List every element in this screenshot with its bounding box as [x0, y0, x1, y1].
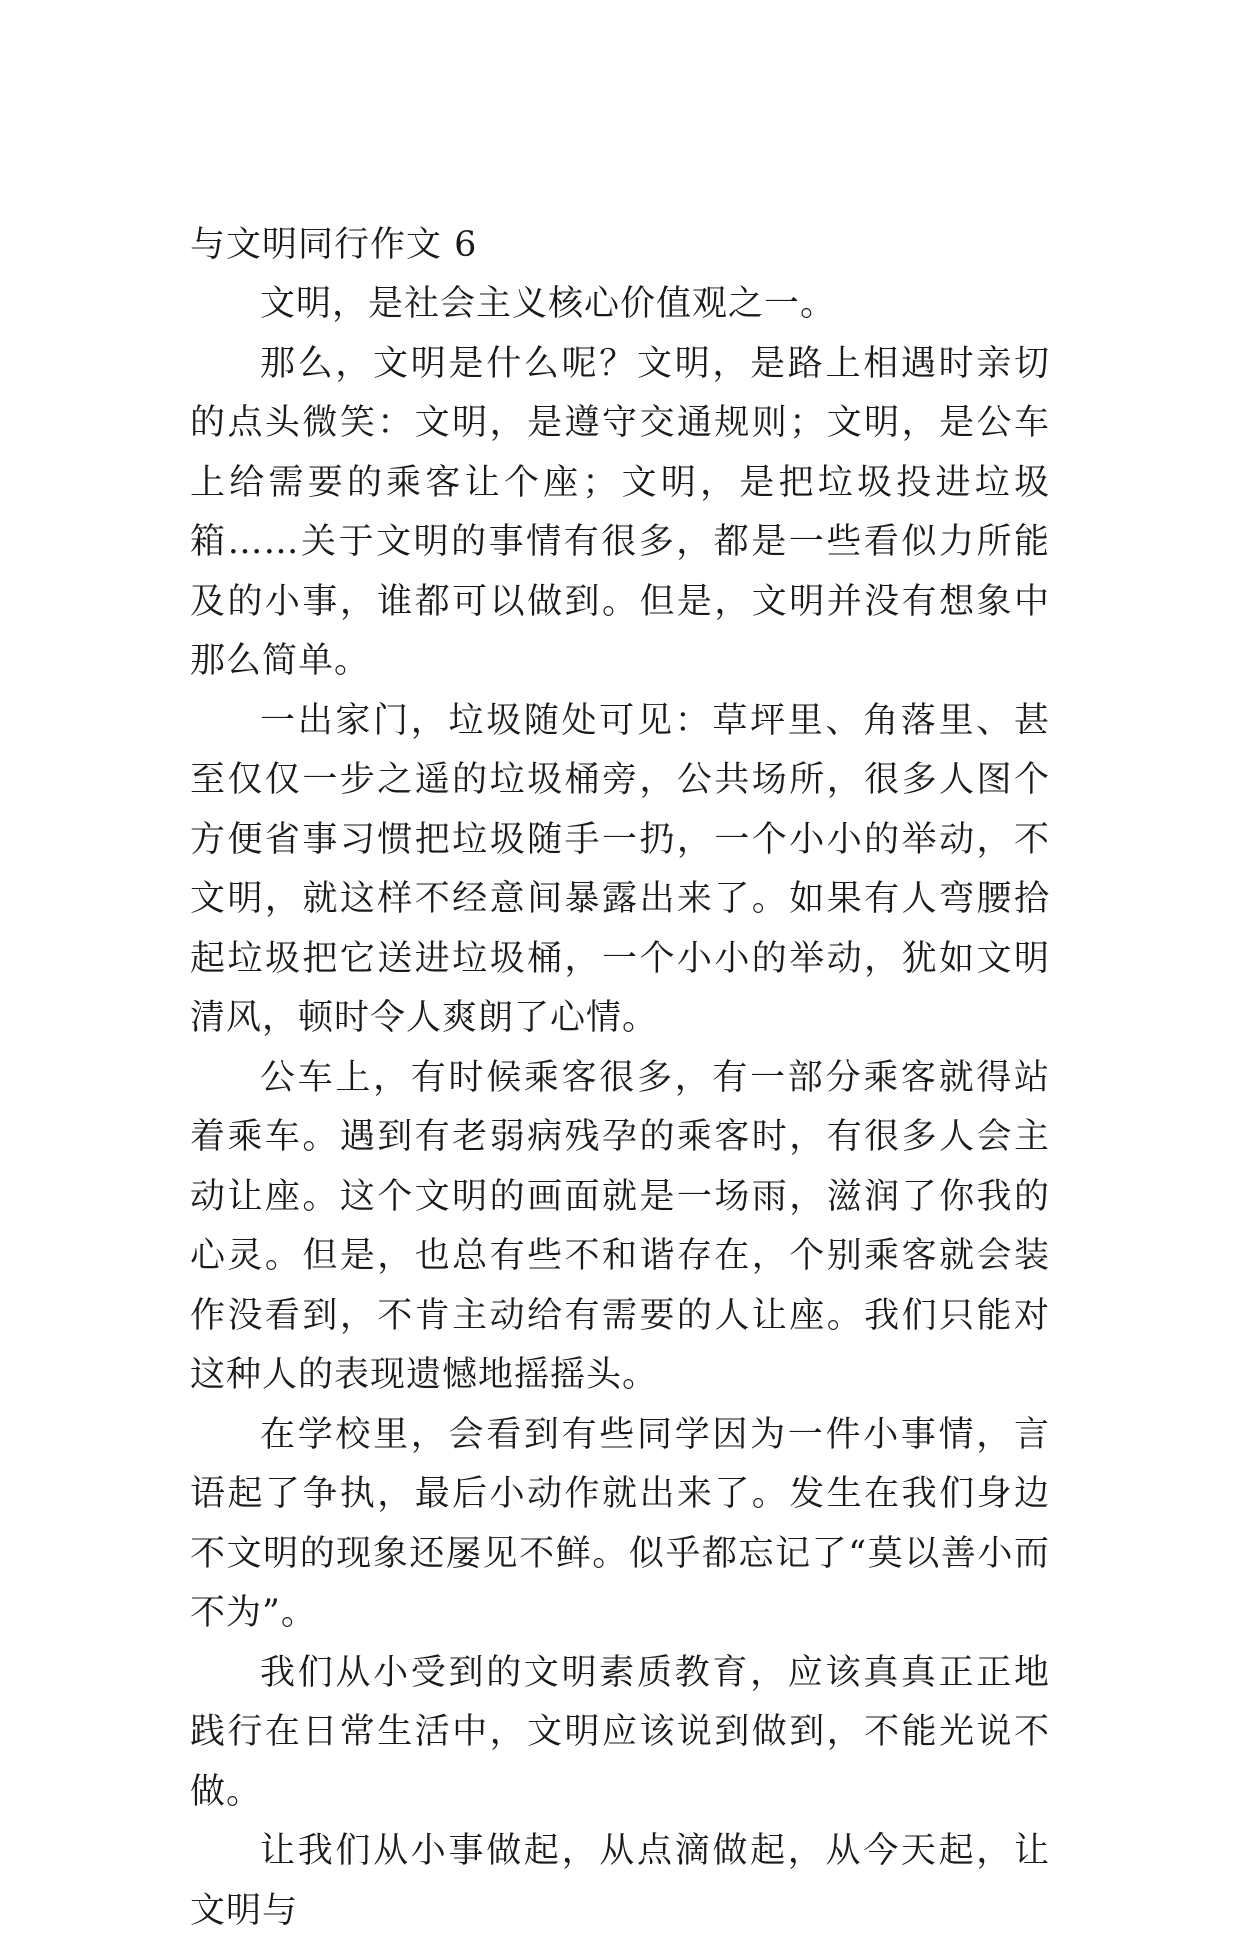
paragraph-5: 在学校里，会看到有些同学因为一件小事情，言语起了争执，最后小动作就出来了。发生在我们身边不文明的现象还屡见不鲜。似乎都忘记了“莫以善小而不为”。	[190, 1414, 1050, 1633]
paragraph-6: 我们从小受到的文明素质教育，应该真真正正地践行在日常生活中，文明应该说到做到，不能光说不做。	[190, 1652, 1050, 1812]
paragraph-1: 文明，是社会主义核心价值观之一。	[260, 284, 837, 324]
paragraph-3: 一出家门，垃圾随处可见：草坪里、角落里、甚至仅仅一步之遥的垃圾桶旁，公共场所，很多人图个方便省事习惯把垃圾随手一扔，一个小小的举动，不文明，就这样不经意间暴露出来了。如果有人弯腰拾起垃圾把它送进垃圾桶，一个小小的举动，犹如文明清风，顿时令人爽朗了心情。	[190, 700, 1050, 1038]
paragraph-7: 让我们从小事做起，从点滴做起，从今天起，让文明与	[190, 1831, 1050, 1931]
document-page	[190, 215, 1050, 1941]
paragraph-2: 那么，文明是什么呢？文明，是路上相遇时亲切的点头微笑：文明，是遵守交通规则；文明，是公车上给需要的乘客让个座；文明，是把垃圾投进垃圾箱……关于文明的事情有很多，都是一些看似力所能及的小事，谁都可以做到。但是，文明并没有想象中那么简单。	[190, 343, 1050, 681]
document-title: 与文明同行作文 6	[190, 225, 478, 265]
paragraph-4: 公车上，有时候乘客很多，有一部分乘客就得站着乘车。遇到有老弱病残孕的乘客时，有很多人会主动让座。这个文明的画面就是一场雨，滋润了你我的心灵。但是，也总有些不和谐存在，个别乘客就会装作没看到，不肯主动给有需要的人让座。我们只能对这种人的表现遗憾地摇摇头。	[190, 1057, 1050, 1395]
